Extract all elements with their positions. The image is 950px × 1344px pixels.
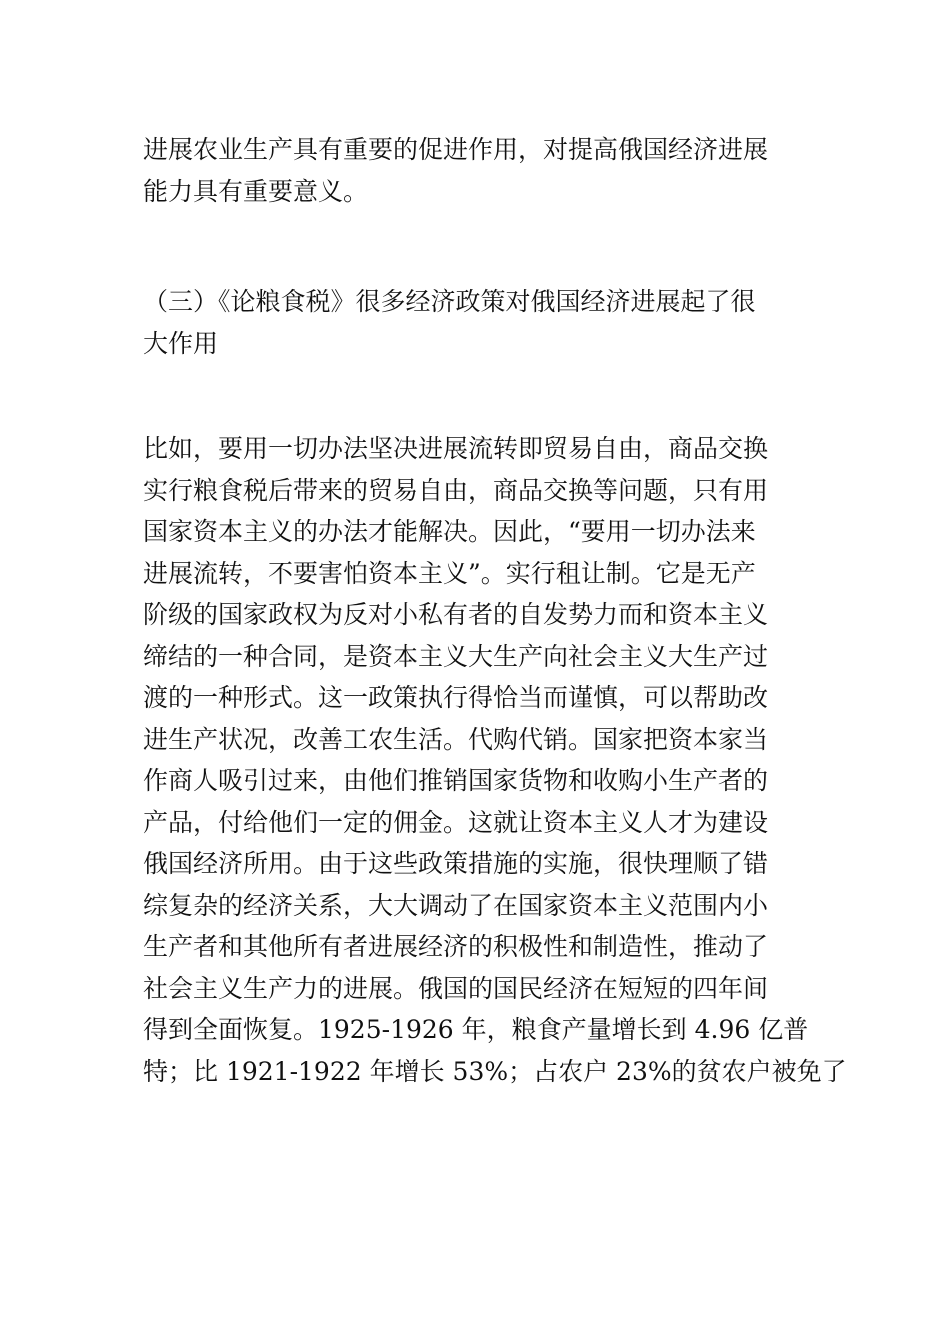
paragraph-2	[143, 428, 847, 1092]
paragraph-1	[143, 129, 813, 212]
section-heading	[143, 281, 813, 364]
paragraph-line: 比如，要用一切办法坚决进展流转即贸易自由，商品交换	[143, 434, 769, 463]
paragraph-line: 能力具有重要意义。	[143, 176, 369, 206]
heading-line: 大作用	[143, 328, 219, 358]
paragraph-line: 缔结的一种合同，是资本主义大生产向社会主义大生产过	[143, 641, 769, 671]
paragraph-line: 俄国经济所用。由于这些政策措施的实施，很快理顺了错	[143, 849, 769, 878]
paragraph-line: 进展农业生产具有重要的促进作用，对提高俄国经济进展	[143, 135, 769, 164]
paragraph-line: 产品，付给他们一定的佣金。这就让资本主义人才为建设	[143, 807, 769, 837]
paragraph-line: 作商人吸引过来，由他们推销国家货物和收购小生产者的	[143, 766, 769, 795]
paragraph-line: 生产者和其他所有者进展经济的积极性和制造性，推动了	[143, 932, 769, 961]
paragraph-line: 进展流转，不要害怕资本主义”。实行租让制。它是无产	[143, 558, 756, 588]
paragraph-line: 特；比 1921-1922 年增长 53%；占农户 23%的贫农户被免了	[143, 1056, 847, 1086]
paragraph-line: 实行粮食税后带来的贸易自由，商品交换等问题，只有用	[143, 475, 769, 505]
paragraph-line: 社会主义生产力的进展。俄国的国民经济在短短的四年间	[143, 973, 769, 1003]
paragraph-line: 综复杂的经济关系，大大调动了在国家资本主义范围内小	[143, 890, 769, 920]
paragraph-line: 进生产状况，改善工农生活。代购代销。国家把资本家当	[143, 724, 769, 754]
heading-line: （三）《论粮食税》很多经济政策对俄国经济进展起了很	[143, 287, 756, 316]
paragraph-line: 得到全面恢复。1925-1926 年，粮食产量增长到 4.96 亿普	[143, 1015, 809, 1044]
paragraph-line: 阶级的国家政权为反对小私有者的自发势力而和资本主义	[143, 600, 769, 629]
paragraph-line: 国家资本主义的办法才能解决。因此，“要用一切办法来	[143, 517, 756, 546]
paragraph-line: 渡的一种形式。这一政策执行得恰当而谨慎，可以帮助改	[143, 683, 769, 712]
